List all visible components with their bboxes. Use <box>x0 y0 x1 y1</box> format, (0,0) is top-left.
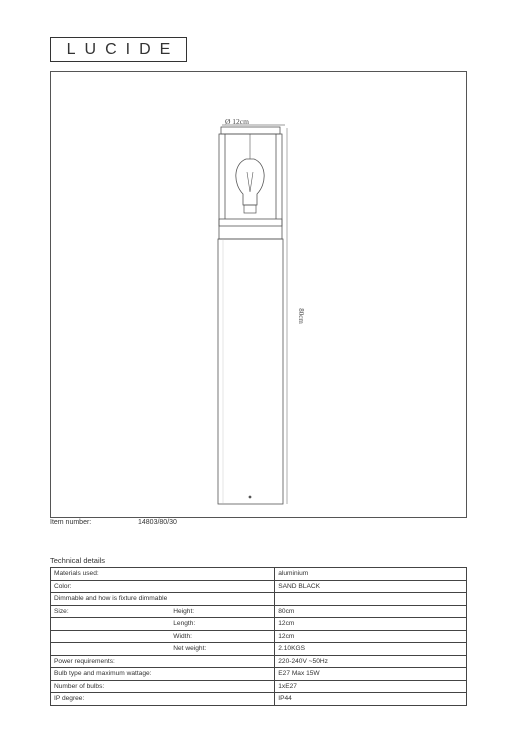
product-drawing-frame <box>50 71 467 518</box>
spec-label: IP degree: <box>51 693 171 706</box>
diameter-label: Ø 12cm <box>225 117 249 126</box>
spec-label: Bulb type and maximum wattage: <box>51 668 171 681</box>
table-row <box>51 568 467 581</box>
brand-logo <box>50 37 187 62</box>
spec-sublabel: Length: <box>170 618 275 631</box>
table-row <box>51 580 467 593</box>
spec-sublabel: Height: <box>170 605 275 618</box>
spec-value: 1xE27 <box>275 680 467 693</box>
spec-label: Materials used: <box>51 568 171 581</box>
table-row <box>51 605 467 618</box>
table-row <box>51 643 467 656</box>
table-row <box>51 618 467 631</box>
spec-value: 2.10KGS <box>275 643 467 656</box>
item-number <box>50 519 177 526</box>
spec-label <box>51 643 171 656</box>
spec-value: aluminium <box>275 568 467 581</box>
spec-value: 220-240V ~50Hz <box>275 655 467 668</box>
item-number-value: 14803/80/30 <box>138 519 177 526</box>
spec-value: E27 Max 15W <box>275 668 467 681</box>
technical-details-table <box>50 567 467 706</box>
spec-value <box>275 593 467 606</box>
spec-value: IP44 <box>275 693 467 706</box>
spec-sublabel <box>170 593 275 606</box>
spec-value: 12cm <box>275 618 467 631</box>
lamp-pole <box>218 239 283 504</box>
height-label: 80cm <box>297 308 305 324</box>
table-row <box>51 668 467 681</box>
spec-label: Color: <box>51 580 171 593</box>
spec-sublabel <box>170 568 275 581</box>
spec-value: SAND BLACK <box>275 580 467 593</box>
bulb-icon <box>236 134 264 213</box>
spec-value: 80cm <box>275 605 467 618</box>
product-drawing <box>51 72 468 519</box>
spec-sublabel <box>170 680 275 693</box>
spec-sublabel <box>170 693 275 706</box>
item-number-label: Item number: <box>50 519 92 526</box>
spec-sublabel <box>170 580 275 593</box>
table-row <box>51 630 467 643</box>
table-row <box>51 655 467 668</box>
spec-label: Number of bulbs: <box>51 680 171 693</box>
table-row <box>51 593 467 606</box>
spec-label: Dimmable and how is fixture dimmable <box>51 593 171 606</box>
spec-label <box>51 618 171 631</box>
logo-text: LUCIDE <box>66 40 180 58</box>
spec-sublabel: Width: <box>170 630 275 643</box>
table-row <box>51 680 467 693</box>
spec-value: 12cm <box>275 630 467 643</box>
spec-sublabel <box>170 668 275 681</box>
table-row <box>51 693 467 706</box>
spec-label <box>51 630 171 643</box>
technical-details-title: Technical details <box>50 556 106 565</box>
spec-label: Size: <box>51 605 171 618</box>
spec-sublabel <box>170 655 275 668</box>
spec-label: Power requirements: <box>51 655 171 668</box>
lamp-head <box>219 127 282 239</box>
spec-sublabel: Net weight: <box>170 643 275 656</box>
